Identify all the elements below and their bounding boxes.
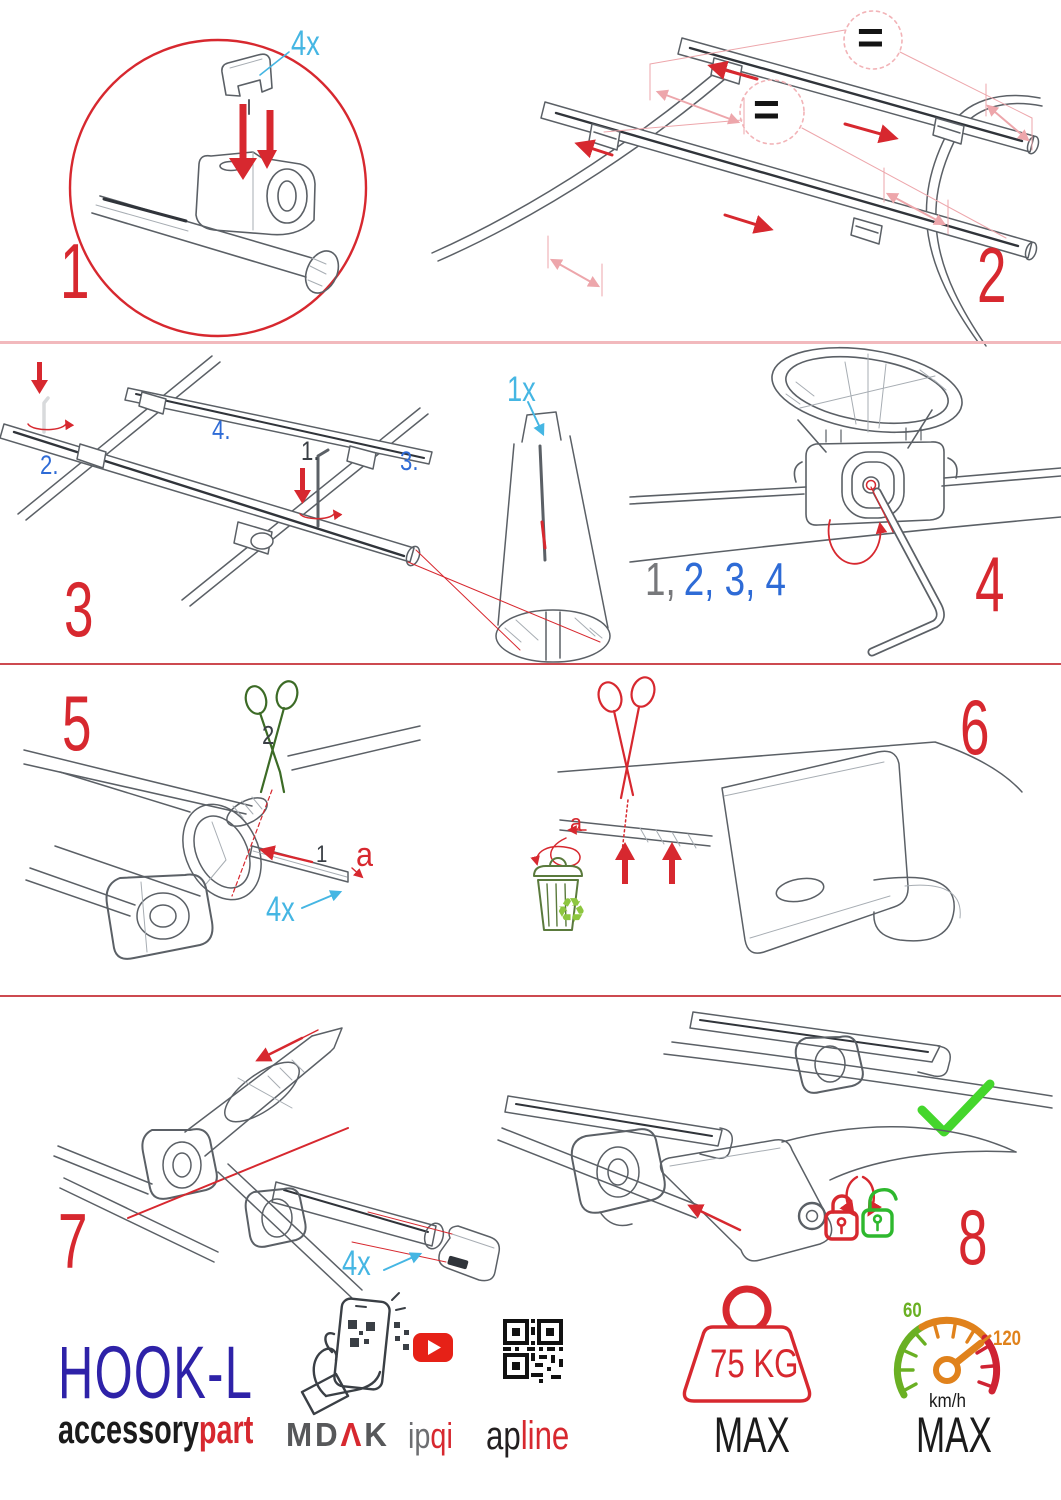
step5-strip-end-label: a: [356, 836, 374, 874]
foot-cover: [722, 751, 960, 953]
speed-unit-label: km/h: [929, 1391, 967, 1412]
quantity-leader-line: [384, 1254, 420, 1270]
step3-number: 3: [64, 565, 94, 653]
discard-squiggle: [537, 838, 580, 866]
padlock-open-icon: [863, 1190, 896, 1236]
turn-loosen-mark: [28, 362, 66, 432]
brand-logo: [58, 1410, 253, 1450]
apline-second: line: [520, 1414, 570, 1458]
speed-max-label: 120: [993, 1327, 1022, 1350]
brand-second: part: [198, 1408, 254, 1452]
youtube-icon: [413, 1333, 453, 1362]
step3-substep-4: 4.: [212, 415, 231, 445]
section-divider: [0, 341, 1061, 344]
step5-insert-label: 1: [316, 841, 328, 868]
rail-clamp: [794, 428, 957, 525]
step3-quantity-label: 1x: [507, 370, 536, 409]
ipqi-second: qi: [430, 1415, 453, 1456]
section-divider: [0, 663, 1061, 665]
weight-value: 75 KG: [710, 1342, 799, 1386]
speed-max-text: MAX: [916, 1407, 992, 1463]
key-cylinder: [799, 1203, 825, 1229]
step8-number: 8: [958, 1193, 988, 1281]
step3-substep-3: 3.: [400, 446, 419, 476]
weight-max-label: MAX: [714, 1407, 790, 1463]
step5-quantity-label: 4x: [266, 890, 295, 929]
brand-first: accessory: [58, 1408, 199, 1452]
mdak-a: Λ: [340, 1416, 365, 1453]
mdak-k: K: [364, 1416, 390, 1453]
phone-qr-icon: [302, 1293, 409, 1414]
recycle-icon: ♻: [556, 892, 587, 930]
step1-number: 1: [60, 227, 90, 315]
step5-number: 5: [62, 679, 92, 767]
mdak-md: MD: [286, 1416, 341, 1453]
step4-number: 4: [975, 540, 1005, 628]
sequence-first: 1,: [645, 553, 676, 605]
quantity-leader-line: [260, 52, 289, 75]
ipqi-logo: [408, 1415, 453, 1456]
checkmark-icon: [922, 1084, 990, 1132]
step7-illustration: [54, 1028, 499, 1298]
equals-badge: =: [857, 11, 884, 63]
step3-substep-2: 2.: [40, 450, 59, 480]
slide-arrow: [690, 1206, 740, 1230]
apline-logo: [486, 1416, 569, 1456]
product-name: HOOK-L: [58, 1331, 254, 1414]
step7-quantity-label: 4x: [342, 1244, 371, 1283]
step4-sequence: [645, 553, 786, 605]
step6-illustration: [534, 674, 1022, 953]
speedometer-icon: [897, 1320, 996, 1395]
step6-strip-end-label: a: [570, 810, 583, 837]
bar-cross-section: [766, 335, 968, 452]
end-cap: [439, 1226, 499, 1281]
speed-min-label: 60: [903, 1299, 922, 1322]
section-divider: [0, 995, 1061, 997]
step1-illustration: [70, 40, 366, 336]
clamp-bracket: [222, 54, 272, 114]
qr-code: [503, 1319, 563, 1383]
ipqi-first: ip: [408, 1415, 431, 1456]
step2-number: 2: [977, 231, 1007, 319]
apline-first: ap: [486, 1414, 521, 1458]
sequence-rest: 2, 3, 4: [683, 553, 786, 605]
equals-badge: =: [753, 83, 780, 135]
step6-number: 6: [960, 683, 990, 771]
quantity-leader-line: [302, 892, 340, 908]
step2-illustration: [432, 11, 1042, 346]
mdak-logo: [286, 1418, 390, 1451]
allen-key-icon: [872, 492, 940, 652]
step5-cut-label: 2: [262, 720, 275, 750]
push-up-arrow-icons: [615, 842, 682, 884]
bar-end-cutaway: [408, 412, 610, 662]
step1-quantity-label: 4x: [291, 24, 320, 63]
step7-number: 7: [58, 1197, 88, 1285]
step3-substep-1: 1.: [301, 436, 320, 466]
